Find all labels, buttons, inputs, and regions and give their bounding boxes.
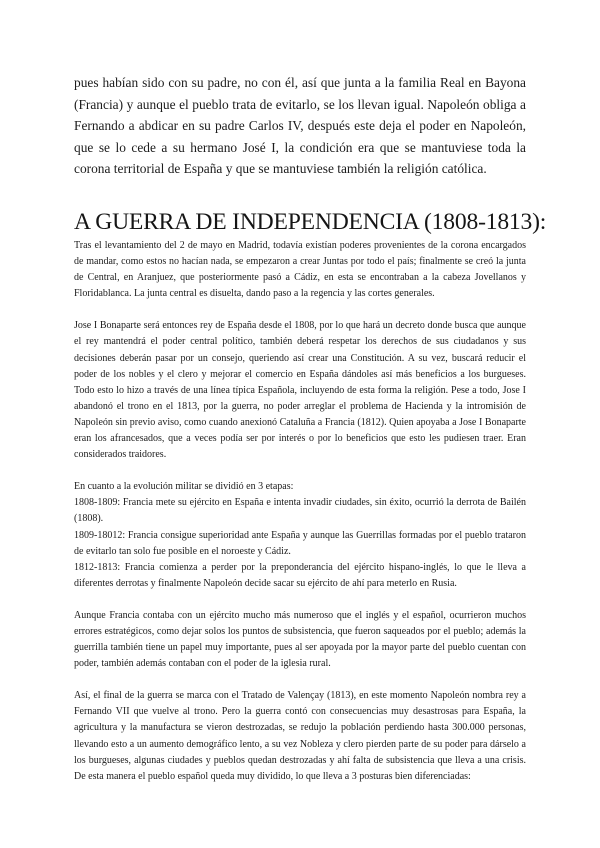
paragraph-stage-1: 1808-1809: Francia mete su ejército en España e intenta invadir ciudades, sin éxito, ocurrió la derrota de Bailén (1808). (74, 497, 526, 525)
intro-paragraph: pues habían sido con su padre, no con él, así que junta a la familia Real en Bayona (Francia) y aunque el pueblo trata de evitarlo, se los llevan igual. Napoleón obliga a Fernando a abdicar en su padre Carlos IV, después este deja el poder en Napoleón, que se lo cede a su hermano José I, la condición era que se mantuviese toda la corona territorial de España y que se mantuviese también la religión católica. (74, 75, 526, 177)
paragraph-stage-3: 1812-1813: Francia comienza a perder por la preponderancia del ejército hispano-inglés, lo que le lleva a diferentes derrotas y finalmente Napoleón decide sacar su ejército de ahí para meterlo en Rusia. (74, 561, 526, 589)
section-title: A GUERRA DE INDEPENDENCIA (1808-1813): (74, 209, 547, 235)
paragraph-jose-bonaparte: Jose I Bonaparte será entonces rey de España desde el 1808, por lo que hará un decreto donde busca que aunque el rey mantendrá el poder central político, también deberá respetar los derechos de sus ciudadanos y sus decisiones deberán pasar por un consejo, queriendo así crear una Constitución. A su vez, buscará reducir el poder de los nobles y el clero y mejorar el comercio en España dándoles así más beneficios a los burgueses. Todo esto lo hizo a través de una línea típica Española, incluyendo de esta forma la religión. Pese a todo, Jose I abandonó el trono en el 1813, por la guerra, no poder arreglar el problema de Hacienda y la intromisión de Napoleón sin previo aviso, como cuando anexionó Cataluña a Francia (1812). Quien apoyaba a Jose I Bonaparte eran los afrancesados, que a veces podía ser por interés o por lo beneficios que esto les pudiesen traer. Eran considerados traidores. (74, 320, 526, 461)
paragraph-gap (74, 592, 526, 608)
paragraph-strategic-errors: Aunque Francia contaba con un ejército mucho más numeroso que el inglés y el español, ocurrieron muchos errores estratégicos, como dejar solos los puntos de subsistencia, que fueron saqueados por el pueblo; además la guerrilla también tiene un papel muy importante, pues al ser apoyada por la mayor parte del pueblo cuentan con poder, también además contaban con el poder de la iglesia rural. (74, 609, 526, 670)
section-body (74, 238, 526, 785)
paragraph-military-intro: En cuanto a la evolución militar se dividió en 3 etapas: (74, 481, 294, 493)
paragraph-juntas: Tras el levantamiento del 2 de mayo en Madrid, todavía existían poderes provenientes de la corona encargados de mandar, como estos no hacían nada, se empezaron a crear Juntas por todo el país; finalmente se creó la junta de Central, en Aranjuez, que posteriormente pasó a Cádiz, en esta se encontraban a la cabeza Jovellanos y Floridablanca. La junta central es disuelta, dando paso a la regencia y las cortes generales. (74, 240, 526, 300)
paragraph-gap (74, 302, 526, 318)
paragraph-gap (74, 672, 526, 688)
paragraph-gap (74, 463, 526, 479)
paragraph-stage-2: 1809-18012: Francia consigue superioridad ante España y aunque las Guerrillas formadas por el pueblo trataron de evitarlo tan solo fue posible en el noroeste y Cádiz. (74, 529, 526, 557)
paragraph-war-end: Así, el final de la guerra se marca con el Tratado de Valençay (1813), en este momento Napoleón nombra rey a Fernando VII que vuelve al trono. Pero la guerra contó con consecuencias muy desastrosas para España, la agricultura y la manufactura se vieron destrozadas, se redujo la población perdiendo hasta 300.000 personas, llevando esto a un aumento demográfico lento, a su vez Nobleza y clero pierden parte de su poder para dárselo a los burgueses, algunas ciudades y pueblos quedan destrozadas y ahí falta de subsistencia que lleva a una crisis. De esta manera el pueblo español queda muy dividido, lo que lleva a 3 posturas bien diferenciadas: (74, 690, 526, 782)
